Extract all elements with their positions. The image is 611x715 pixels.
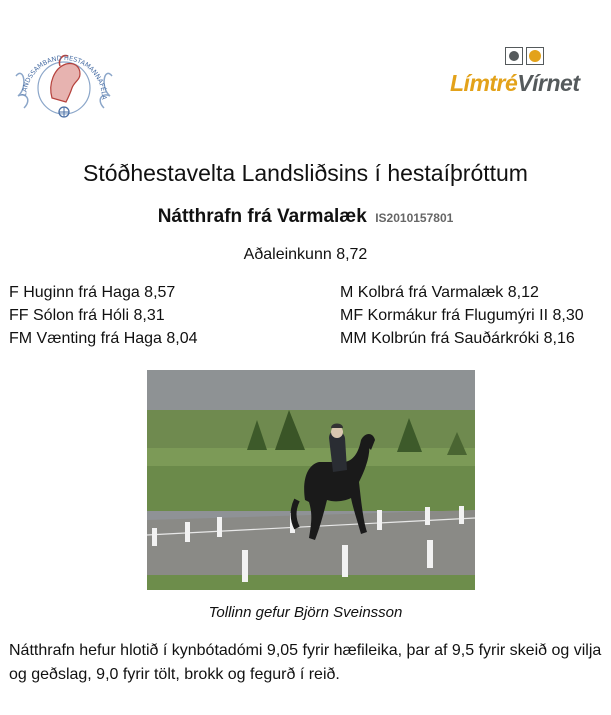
pedigree-item: MM Kolbrún frá Sauðárkróki 8,16 <box>340 330 575 347</box>
gray-square-icon <box>505 47 523 65</box>
horse-rider-image <box>147 370 475 590</box>
orange-square-icon <box>526 47 544 65</box>
limtre-virnet-logo <box>450 42 595 102</box>
pedigree-item: MF Kormákur frá Flugumýri II 8,30 <box>340 307 584 324</box>
horse-photo <box>147 370 475 590</box>
pedigree-item: F Huginn frá Haga 8,57 <box>9 284 176 301</box>
horse-seal-icon <box>8 36 120 126</box>
seal-text: LANDSSAMBAND HESTAMANNAFÉLA <box>20 53 109 100</box>
dam-line <box>340 281 584 350</box>
pedigree-item: M Kolbrá frá Varmalæk 8,12 <box>340 284 539 301</box>
description-paragraph: Nátthrafn hefur hlotið í kynbótadómi 9,05 fyrir hæfileika, þar af 9,5 fyrir skeið og vilja og geðslag, 9,0 fyrir tölt, brokk og fegurð í reið. <box>9 642 602 683</box>
total-score: Aðaleinkunn 8,72 <box>243 246 368 263</box>
horse-name: Nátthrafn frá Varmalæk <box>157 206 367 227</box>
page-title: Stóðhestavelta Landsliðsins í hestaíþróttum <box>83 160 528 186</box>
horse-id: IS2010157801 <box>375 211 454 225</box>
pedigree-item: FM Vænting frá Haga 8,04 <box>9 330 198 347</box>
horse-heading <box>0 206 611 228</box>
brand-name <box>450 70 579 97</box>
brand-part-2: Vírnet <box>517 70 580 96</box>
photo-caption: Tollinn gefur Björn Sveinsson <box>208 604 403 621</box>
brand-part-1: Límtré <box>450 70 518 96</box>
lh-logo <box>8 36 120 126</box>
sire-line <box>9 281 198 350</box>
pedigree-item: FF Sólon frá Hóli 8,31 <box>9 307 165 324</box>
